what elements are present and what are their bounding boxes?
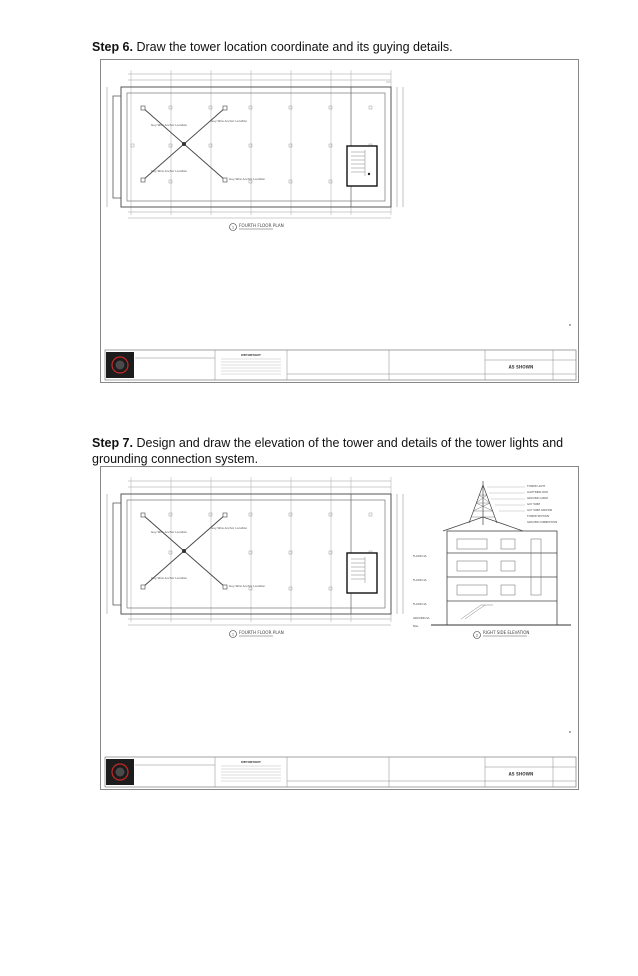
svg-text:LIGHTNING ROD: LIGHTNING ROD xyxy=(527,491,549,494)
step-6-drawing-sheet xyxy=(100,59,579,383)
svg-text:GROUND LVL: GROUND LVL xyxy=(413,617,430,620)
step-7-text-line1: Design and draw the elevation of the tower and details of the tower lights and xyxy=(136,436,564,450)
svg-text:GROUND CABLE: GROUND CABLE xyxy=(527,497,548,500)
step-7-text-line2: grounding connection system. xyxy=(92,452,259,466)
svg-text:Guy Wire Anchor Location: Guy Wire Anchor Location xyxy=(211,526,248,530)
svg-text:Guy Wire Anchor Location: Guy Wire Anchor Location xyxy=(151,576,188,580)
important-label-2: IMPORTANT xyxy=(241,760,261,764)
svg-text:FLOOR LVL: FLOOR LVL xyxy=(413,603,427,606)
step-7-drawing xyxy=(101,467,580,791)
svg-text:B: B xyxy=(569,730,572,734)
plan-number: 1 xyxy=(231,225,235,230)
svg-text:Guy Wire Anchor Location: Guy Wire Anchor Location xyxy=(151,530,188,534)
step-7-drawing-sheet xyxy=(100,466,579,790)
scale-text-2: AS SHOWN xyxy=(508,771,534,777)
step-6-text: Draw the tower location coordinate and its guying details. xyxy=(136,40,453,54)
svg-text:TOWER LIGHT: TOWER LIGHT xyxy=(527,485,546,488)
svg-text:TOWER SECTION: TOWER SECTION xyxy=(527,515,549,518)
svg-text:Guy Wire Anchor Location: Guy Wire Anchor Location xyxy=(229,177,266,181)
svg-text:NGL: NGL xyxy=(413,625,419,628)
plan-title-2: FOURTH FLOOR PLAN xyxy=(239,630,284,635)
step-6-drawing xyxy=(101,60,580,384)
elevation-drawing xyxy=(413,481,571,639)
elevation-title: RIGHT SIDE ELEVATION xyxy=(483,630,530,635)
svg-text:GROUND CONNECTION: GROUND CONNECTION xyxy=(527,521,558,524)
important-label: IMPORTANT xyxy=(241,353,261,357)
plan-number-2: 1 xyxy=(231,632,235,637)
step-7-heading xyxy=(92,435,563,467)
svg-text:Guy Wire Anchor Location: Guy Wire Anchor Location xyxy=(151,169,188,173)
svg-text:FLOOR LVL: FLOOR LVL xyxy=(413,579,427,582)
step-7-number: Step 7. xyxy=(92,436,133,450)
svg-text:Guy Wire Anchor Location: Guy Wire Anchor Location xyxy=(211,119,248,123)
plan-title: FOURTH FLOOR PLAN xyxy=(239,223,284,228)
step-6-number: Step 6. xyxy=(92,40,133,54)
svg-text:GUY WIRE: GUY WIRE xyxy=(527,503,541,506)
svg-text:B: B xyxy=(569,323,572,327)
step-6-heading xyxy=(92,39,453,55)
elevation-number: 2 xyxy=(475,633,479,638)
svg-text:Guy Wire Anchor Location: Guy Wire Anchor Location xyxy=(229,584,266,588)
svg-text:Guy Wire Anchor Location: Guy Wire Anchor Location xyxy=(151,123,188,127)
scale-text: AS SHOWN xyxy=(508,364,534,370)
svg-text:GUY WIRE ANCHOR: GUY WIRE ANCHOR xyxy=(527,509,553,512)
svg-text:FLOOR LVL: FLOOR LVL xyxy=(413,555,427,558)
